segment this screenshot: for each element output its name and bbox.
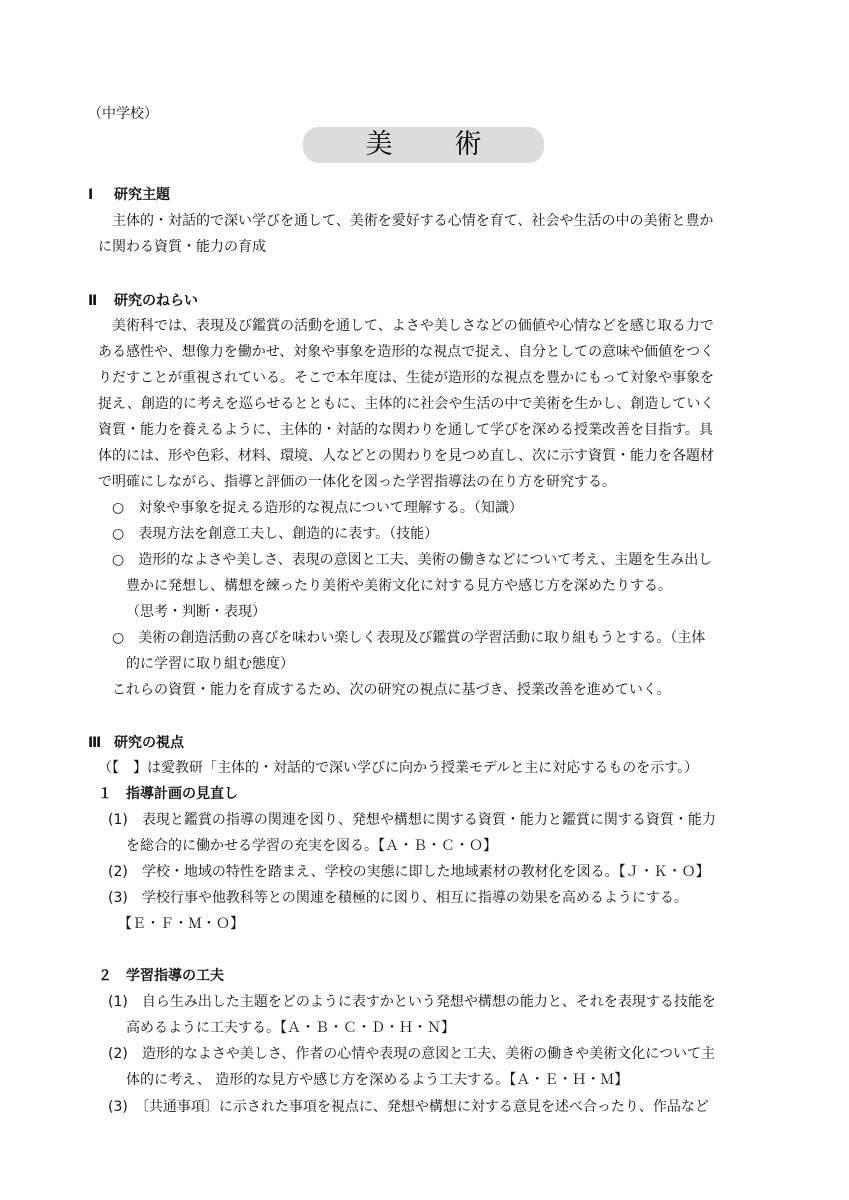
section1-heading-title: 研究主題 (114, 187, 170, 203)
section2-heading (88, 291, 198, 311)
section3-heading (88, 733, 184, 753)
section2-paragraph-line: 体的には、形や色彩、材料、環境、人などとの関わりを見つめ直し、次に示す資質・能力を各題材 (98, 448, 714, 464)
section2-paragraph-line: 捉え、創造的に考えを巡らせるとともに、主体的に社会や生活の中で美術を生かし、創造していく (98, 396, 715, 412)
section2-closing-text: これらの資質・能力を育成するため、次の研究の視点に基づき、授業改善を進めていく。 (112, 682, 671, 698)
school-type-label: （中学校） (88, 106, 158, 122)
subsection2-title: ２ 学習指導の工夫 (98, 968, 224, 984)
section1-heading (88, 185, 170, 205)
subsection1-title: １ 指導計画の見直し (98, 786, 238, 802)
section3-heading-title: 研究の視点 (114, 735, 184, 751)
section2-bullet-item: ○ 造形的なよさや美しさ、表現の意図と工夫、美術の働きなどについて考え、主題を生み出し (112, 552, 713, 568)
subsection2-item-continuation: 体的に考え、 造形的な見方や感じ方を深めるよう工夫する。【Ａ・Ｅ・Ｈ・Ｍ】 (126, 1072, 629, 1088)
section2-paragraph-line: りだすことが重視されている。そこで本年度は、生徒が造形的な視点を豊かにもって対象や事象を (98, 370, 714, 386)
section1-text-line: 主体的・対話的で深い学びを通して、美術を愛好する心情を育て、社会や生活の中の美術と豊か (112, 213, 714, 229)
subsection1-item-continuation: を総合的に働かせる学習の充実を図る。【Ａ・Ｂ・Ｃ・Ｏ】 (126, 838, 497, 854)
section2-bullet-continuation: 豊かに発想し、構想を練ったり美術や美術文化に対する見方や感じ方を深めたりする。 (126, 578, 672, 594)
subject-title: 美術 (365, 129, 544, 160)
section2-paragraph-line: で明確にしながら、指導と評価の一体化を図った学習指導法の在り方を研究する。 (98, 474, 616, 490)
section2-bullet-continuation: 的に学習に取り組む態度） (126, 656, 294, 672)
subsection1-item: (2) 学校・地域の特性を踏まえ、学校の実態に即した地域素材の教材化を図る。【Ｊ・Ｋ・Ｏ】 (108, 864, 710, 880)
section2-bullet-item: ○ 対象や事象を捉える造形的な視点について理解する。（知識） (112, 500, 523, 516)
subsection1-item-continuation: 【Ｅ・Ｆ・Ｍ・Ｏ】 (118, 916, 244, 932)
section3-note: （【 】は愛教研「主体的・対話的で深い学びに向かう授業モデルと主に対応するものを示す。） (98, 760, 699, 776)
subsection1-item: (3) 学校行事や他教科等との関連を積極的に図り、相互に指導の効果を高めるようにする。 (108, 890, 688, 906)
section2-heading-number: Ⅱ (88, 293, 98, 309)
section2-paragraph-line: ある感性や、想像力を働かせ、対象や事象を造形的な視点で捉え、自分としての意味や価値をつく (98, 344, 715, 360)
section2-paragraph-line: 美術科では、表現及び鑑賞の活動を通して、よさや美しさなどの価値や心情などを感じ取る力で (112, 318, 714, 334)
section1-heading-number: Ⅰ (88, 187, 94, 203)
section2-bullet-item: ○ 美術の創造活動の喜びを味わい楽しく表現及び鑑賞の学習活動に取り組もうとする。（主体 (112, 630, 706, 646)
subsection2-item-continuation: 高めるように工夫する。【Ａ・Ｂ・Ｃ・Ｄ・Ｈ・Ｎ】 (126, 1020, 455, 1036)
subsection2-item: (1) 自ら生み出した主題をどのように表すかという発想や構想の能力と、それを表現する技能を (108, 994, 716, 1010)
section2-bullet-item: ○ 表現方法を創意工夫し、創造的に表す。（技能） (112, 526, 439, 542)
section2-heading-title: 研究のねらい (114, 293, 198, 309)
section2-bullet-continuation: （思考・判断・表現） (126, 604, 266, 620)
subsection2-item: (2) 造形的なよさや美しさ、作者の心情や表現の意図と工夫、美術の働きや美術文化について主 (108, 1046, 715, 1062)
section1-text-line: に関わる資質・能力の育成 (98, 239, 266, 255)
subject-title-box (303, 127, 544, 163)
section3-heading-number: Ⅲ (88, 735, 102, 751)
section2-paragraph-line: 資質・能力を養えるように、主体的・対話的な関わりを通して学びを深める授業改善を目指す。具 (98, 422, 713, 438)
subsection2-item: (3) 〔共通事項〕に示された事項を視点に、発想や構想に対する意見を述べ合ったり、作品など (108, 1099, 709, 1115)
subsection1-item: (1) 表現と鑑賞の指導の関連を図り、発想や構想に関する資質・能力と鑑賞に関する資質・能力 (108, 812, 716, 828)
